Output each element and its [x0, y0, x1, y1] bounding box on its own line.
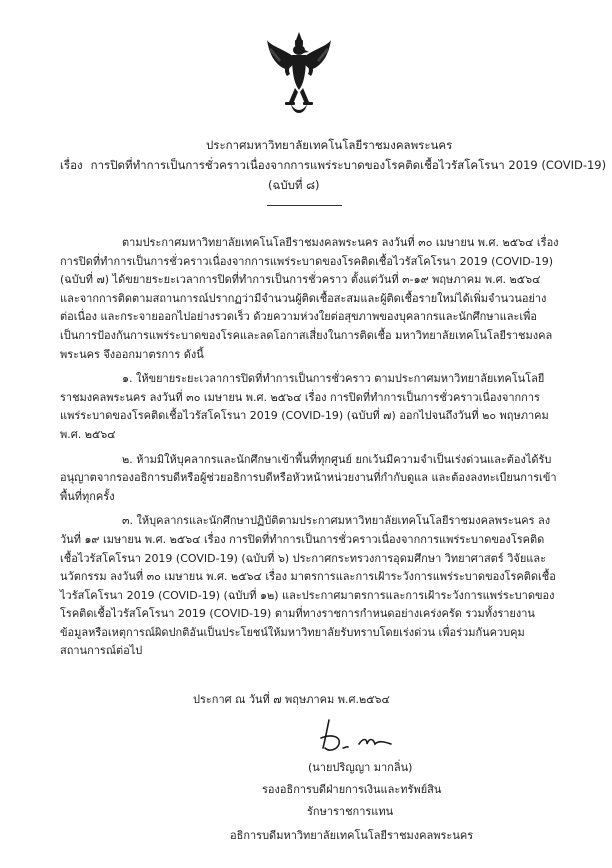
signatory-position: รองอธิการบดีฝ่ายการเงินและทรัพย์สิน: [262, 783, 442, 796]
header-divider: [267, 205, 342, 206]
signatory-name: (นายปริญญา มากลิ่น): [308, 761, 413, 774]
announcement-date: ประกาศ ณ วันที่ ๗ พฤษภาคม พ.ศ.๒๕๖๔: [193, 693, 390, 706]
announcement-number: (ฉบับที่ ๘): [268, 178, 320, 192]
announcement-subject: [60, 157, 606, 173]
intro-paragraph: ตามประกาศมหาวิทยาลัยเทคโนโลยีราชมงคลพระนคร ลงวันที่ ๓๐ เมษายน พ.ศ. ๒๕๖๔ เรื่อง การปิดที่ทำการเป็นการชั่วคราวเนื่องจากการแพร่ระบาดของโรคติดเชื้อไวรัสโคโรนา 2019 (COVID-19) (ฉบับที่ ๗) ได้ขยายระยะเวลาการปิดที่ทำการเป็นการชั่วคราว ตั้งแต่วันที่ ๓-๑๙ พฤษภาคม พ.ศ. ๒๕๖๔ และจากการติดตามสถานการณ์ปรากฏว่ามีจำนวนผู้ติดเชื้อสะสมและผู้ติดเชื้อรายใหม่ได้เพิ่มจำนวนอย่างต่อเนื่อง และกระจายออกไปอย่างรวดเร็ว ด้วยความห่วงใยต่อสุขภาพของบุคลากรและนักศึกษาและเพื่อเป็นการป้องกันการแพร่ระบาดของโรคและลดโอกาสเสี่ยงในการติดเชื้อ มหาวิทยาลัยเทคโนโลยีราชมงคลพระนคร จึงออกมาตรการ ดังนี้: [60, 236, 559, 361]
measure-item-3: ๓. ให้บุคลากรและนักศึกษาปฏิบัติตามประกาศมหาวิทยาลัยเทคโนโลยีราชมงคลพระนคร ลงวันที่ ๑๙ เมษายน พ.ศ. ๒๕๖๔ เรื่อง การปิดที่ทำการเป็นการชั่วคราวเนื่องจากการแพร่ระบาดของโรคติดเชื้อไวรัสโคโรนา 2019 (COVID-19) (ฉบับที่ ๖) ประกาศกระทรวงการอุดมศึกษา วิทยาศาสตร์ วิจัยและนวัตกรรม ลงวันที่ ๓๐ เมษายน พ.ศ. ๒๕๖๔ เรื่อง มาตรการและการเฝ้าระวังการแพร่ระบาดของโรคติดเชื้อไวรัสโคโรนา 2019 (COVID-19) (ฉบับที่ ๑๒) และประกาศมาตรการและการเฝ้าระวังการแพร่ระบาดของโรคติดเชื้อไวรัสโคโรนา 2019 (COVID-19) ตามที่ทางราชการกำหนดอย่างเคร่งครัด รวมทั้งรายงานข้อมูลหรือเหตุการณ์ผิดปกติอันเป็นประโยชน์ให้มหาวิทยาลัยรับทราบโดยเร่งด่วน เพื่อร่วมกันควบคุมสถานการณ์ต่อไป: [60, 514, 556, 658]
measure-item-2: ๒. ห้ามมิให้บุคลากรและนักศึกษาเข้าพื้นที่ทุกศูนย์ ยกเว้นมีความจำเป็นเร่งด่วนและต้องได้รับอนุญาตจากรองอธิการบดีหรือผู้ช่วยอธิการบดีหรือหัวหน้าหน่วยงานที่กำกับดูแล และต้องลงทะเบียนการเข้าพื้นที่ทุกครั้ง: [60, 452, 557, 503]
handwritten-signature: [315, 714, 415, 756]
subject-text: การปิดที่ทำการเป็นการชั่วคราวเนื่องจากการแพร่ระบาดของโรคติดเชื้อไวรัสโคโรนา 2019 (COVID-19): [90, 158, 607, 172]
garuda-emblem-icon: [265, 30, 333, 120]
measure-item-1: ๑. ให้ขยายระยะเวลาการปิดที่ทำการเป็นการชั่วคราว ตามประกาศมหาวิทยาลัยเทคโนโลยีราชมงคลพระนคร ลงวันที่ ๓๐ เมษายน พ.ศ. ๒๕๖๔ เรื่อง การปิดที่ทำการเป็นการชั่วคราวเนื่องจากการแพร่ระบาดของโรคติดเชื้อไวรัสโคโรนา 2019 (COVID-19) (ฉบับที่ ๗) ออกไปจนถึงวันที่ ๒๐ พฤษภาคม พ.ศ. ๒๕๖๔: [60, 372, 549, 441]
announcement-title: ประกาศมหาวิทยาลัยเทคโนโลยีราชมงคลพระนคร: [206, 138, 453, 152]
subject-label: เรื่อง: [60, 158, 83, 172]
signatory-office: อธิการบดีมหาวิทยาลัยเทคโนโลยีราชมงคลพระนคร: [230, 829, 474, 842]
announcement-body: [60, 234, 560, 667]
signatory-acting: รักษาราชการแทน: [307, 805, 394, 818]
